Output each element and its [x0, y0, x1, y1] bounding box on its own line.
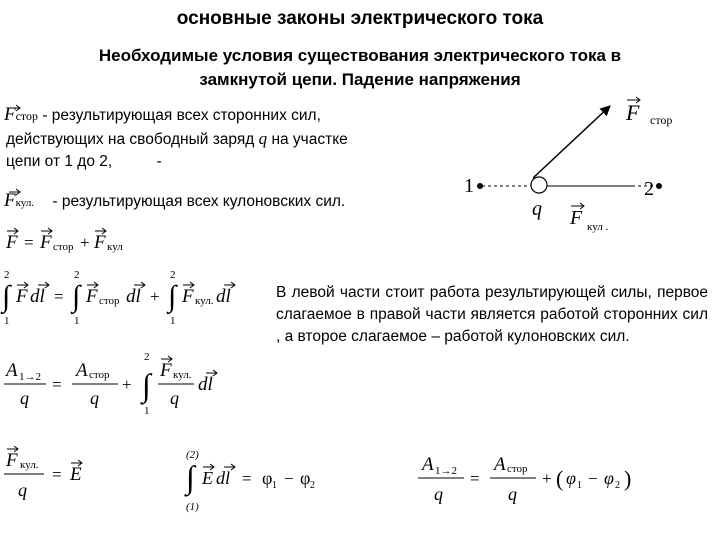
svg-text:∫: ∫ — [142, 367, 151, 403]
equations — [0, 220, 720, 540]
svg-text:q: q — [170, 388, 179, 408]
svg-text:(2): (2) — [186, 449, 199, 461]
svg-text:−: − — [588, 469, 598, 488]
svg-text:q: q — [90, 388, 99, 408]
vector-arrow-icon — [9, 183, 21, 191]
point-2-dot — [656, 183, 662, 189]
svg-text:1: 1 — [272, 480, 277, 491]
svg-text:1: 1 — [170, 315, 176, 327]
svg-text:1→2: 1→2 — [19, 371, 41, 383]
svg-text:стор: стор — [53, 241, 74, 253]
svg-text:1: 1 — [144, 405, 150, 417]
svg-text:F: F — [16, 286, 28, 307]
svg-text:=: = — [24, 233, 34, 252]
svg-text:φ: φ — [604, 468, 614, 488]
svg-text:dl: dl — [30, 286, 45, 307]
symbol-q: q — [258, 129, 268, 148]
charge-label: q — [532, 198, 542, 220]
svg-text:2: 2 — [170, 269, 176, 281]
vector-arrow-icon — [9, 99, 21, 107]
f-stor-description: - результирующая всех сторонних сил, — [42, 107, 321, 124]
svg-text:кул.: кул. — [173, 369, 192, 381]
svg-text:+: + — [542, 469, 552, 488]
equation-integrals — [0, 269, 235, 327]
definition-f-kul — [4, 190, 345, 214]
subscript-stor: стор — [15, 109, 39, 123]
svg-text:q: q — [508, 484, 517, 504]
f-stor-sub: стор — [650, 113, 673, 127]
svg-text:=: = — [242, 469, 252, 488]
svg-text:dl: dl — [216, 468, 231, 488]
svg-text:F: F — [6, 232, 18, 253]
svg-text:E: E — [202, 468, 213, 488]
subscript-kul: кул. — [15, 197, 35, 209]
equation-voltage-drop — [418, 454, 631, 504]
svg-text:φ: φ — [262, 468, 273, 488]
svg-text:∫: ∫ — [186, 459, 195, 495]
svg-text:кул.: кул. — [20, 459, 39, 471]
f-stor-label: F — [626, 100, 640, 125]
svg-text:−: − — [284, 469, 294, 488]
svg-text:=: = — [54, 287, 64, 306]
svg-text:E: E — [70, 464, 82, 485]
definition-f-stor — [4, 104, 321, 127]
equation-field-strength — [4, 446, 82, 500]
equation-force-sum — [5, 228, 123, 253]
symbol-f: F — [4, 190, 16, 211]
point-1-label: 1 — [464, 175, 474, 197]
svg-text:φ: φ — [300, 468, 311, 488]
svg-text:q: q — [434, 484, 443, 504]
svg-text:F: F — [86, 286, 98, 307]
svg-text:2: 2 — [74, 269, 80, 281]
explanation-paragraph: В левой части стоит работа результирующей силы, первое слагаемое в правой части является работой сторонних сил , а второе слагаемое – работой кулоновских сил. — [276, 284, 708, 345]
svg-text:dl: dl — [198, 374, 213, 395]
svg-text:): ) — [624, 466, 632, 491]
equation-potential-difference — [184, 449, 315, 513]
equation-work-per-charge — [4, 351, 217, 417]
definition-line-2: действующих на свободный заряд q на участке — [6, 129, 348, 148]
svg-text:=: = — [470, 469, 480, 488]
svg-text:стор: стор — [89, 369, 110, 381]
svg-text:F: F — [182, 286, 194, 307]
svg-text:(: ( — [556, 466, 564, 491]
svg-text:∫: ∫ — [168, 280, 177, 313]
svg-text:+: + — [122, 375, 132, 394]
svg-text:dl: dl — [126, 286, 141, 307]
f-kul-description: - результирующая всех кулоновских сил. — [52, 193, 346, 210]
svg-text:кул.: кул. — [195, 295, 214, 307]
page-subtitle — [0, 44, 720, 92]
svg-text:∫: ∫ — [2, 280, 11, 313]
symbol-f: F — [4, 104, 16, 125]
svg-text:A: A — [76, 360, 88, 381]
svg-text:+: + — [80, 233, 90, 252]
point-2-label: 2 — [644, 178, 654, 200]
charge-circle — [531, 177, 547, 193]
svg-text:2: 2 — [144, 351, 150, 363]
svg-text:A: A — [6, 360, 18, 381]
svg-text:+: + — [150, 287, 160, 306]
svg-text:F: F — [40, 232, 52, 253]
svg-text:F: F — [160, 360, 172, 381]
svg-text:A: A — [422, 454, 434, 475]
svg-text:2: 2 — [4, 269, 10, 281]
svg-text:dl: dl — [216, 286, 231, 307]
f-stor-vector — [533, 106, 610, 178]
f-kul-sub: кул . — [587, 221, 609, 233]
svg-text:(1): (1) — [186, 501, 199, 513]
subtitle-line-1: Необходимые условия существования электрического тока в — [98, 46, 622, 65]
point-1-dot — [477, 183, 483, 189]
definition-line-3: цепи от 1 до 2, - — [6, 153, 162, 170]
svg-text:стор: стор — [99, 295, 120, 307]
svg-text:стор: стор — [507, 463, 528, 475]
svg-text:∫: ∫ — [72, 280, 81, 313]
svg-text:2: 2 — [615, 480, 620, 491]
svg-text:1: 1 — [577, 480, 582, 491]
svg-text:1: 1 — [4, 315, 10, 327]
force-diagram — [440, 90, 720, 240]
svg-text:1→2: 1→2 — [435, 465, 457, 477]
f-kul-label: F — [570, 207, 583, 229]
svg-text:1: 1 — [74, 315, 80, 327]
subtitle-line-2: замкнутой цепи. Падение напряжения — [199, 70, 521, 89]
svg-text:φ: φ — [566, 468, 576, 488]
svg-text:F: F — [6, 450, 18, 471]
svg-text:A: A — [494, 454, 506, 475]
svg-text:2: 2 — [310, 480, 315, 491]
svg-text:q: q — [18, 480, 27, 500]
svg-text:=: = — [52, 375, 62, 394]
svg-text:q: q — [20, 388, 29, 408]
svg-text:кул: кул — [107, 241, 123, 253]
svg-text:=: = — [52, 465, 62, 484]
page-title: основные законы электрического тока — [176, 8, 544, 29]
svg-text:F: F — [94, 232, 106, 253]
